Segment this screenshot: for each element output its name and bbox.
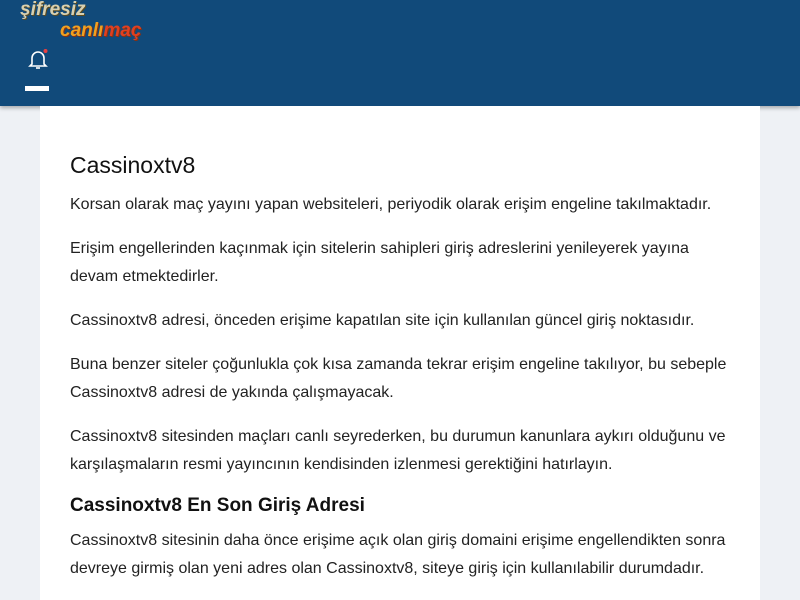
logo-text-2b: maç bbox=[103, 20, 142, 41]
logo-text-2 bbox=[60, 21, 141, 41]
menu-toggle-button[interactable] bbox=[25, 86, 49, 91]
paragraph: Erişim engellerinden kaçınmak için sitelerin sahipleri giriş adreslerini yenileyerek yayına devam etmektedirler. bbox=[70, 240, 689, 285]
paragraph: Korsan olarak maç yayını yapan websiteleri, periyodik olarak erişim engeline takılmaktadır. bbox=[70, 196, 712, 213]
page-title: Cassinoxtv8 bbox=[70, 152, 196, 178]
paragraph: Cassinoxtv8 adresi, önceden erişime kapatılan site için kullanılan güncel giriş noktasıdır. bbox=[70, 312, 695, 329]
site-logo[interactable] bbox=[20, 0, 180, 42]
paragraph: Cassinoxtv8 sitesinin daha önce erişime açık olan giriş domaini erişime engellendikten sonra devreye girmiş olan yeni adres olan Cassinoxtv8, siteye giriş için kullanılabilir durumdadır. bbox=[70, 532, 726, 577]
paragraph: Buna benzer siteler çoğunlukla çok kısa zamanda tekrar erişim engeline takılıyor, bu sebeple Cassinoxtv8 adresi de yakında çalışmayacak. bbox=[70, 356, 727, 401]
notification-bell-icon[interactable] bbox=[28, 49, 48, 71]
site-header bbox=[0, 0, 800, 106]
section-heading: Cassinoxtv8 En Son Giriş Adresi bbox=[70, 495, 365, 516]
logo-text-1: şifresiz bbox=[20, 0, 86, 20]
logo-text-2a: canlı bbox=[60, 20, 104, 41]
article-content bbox=[40, 106, 760, 600]
paragraph: Cassinoxtv8 sitesinden maçları canlı seyrederken, bu durumun kanunlara aykırı olduğunu ve karşılaşmaların resmi yayıncının kendisinden izlenmesi gerektiğini hatırlayın. bbox=[70, 428, 726, 473]
